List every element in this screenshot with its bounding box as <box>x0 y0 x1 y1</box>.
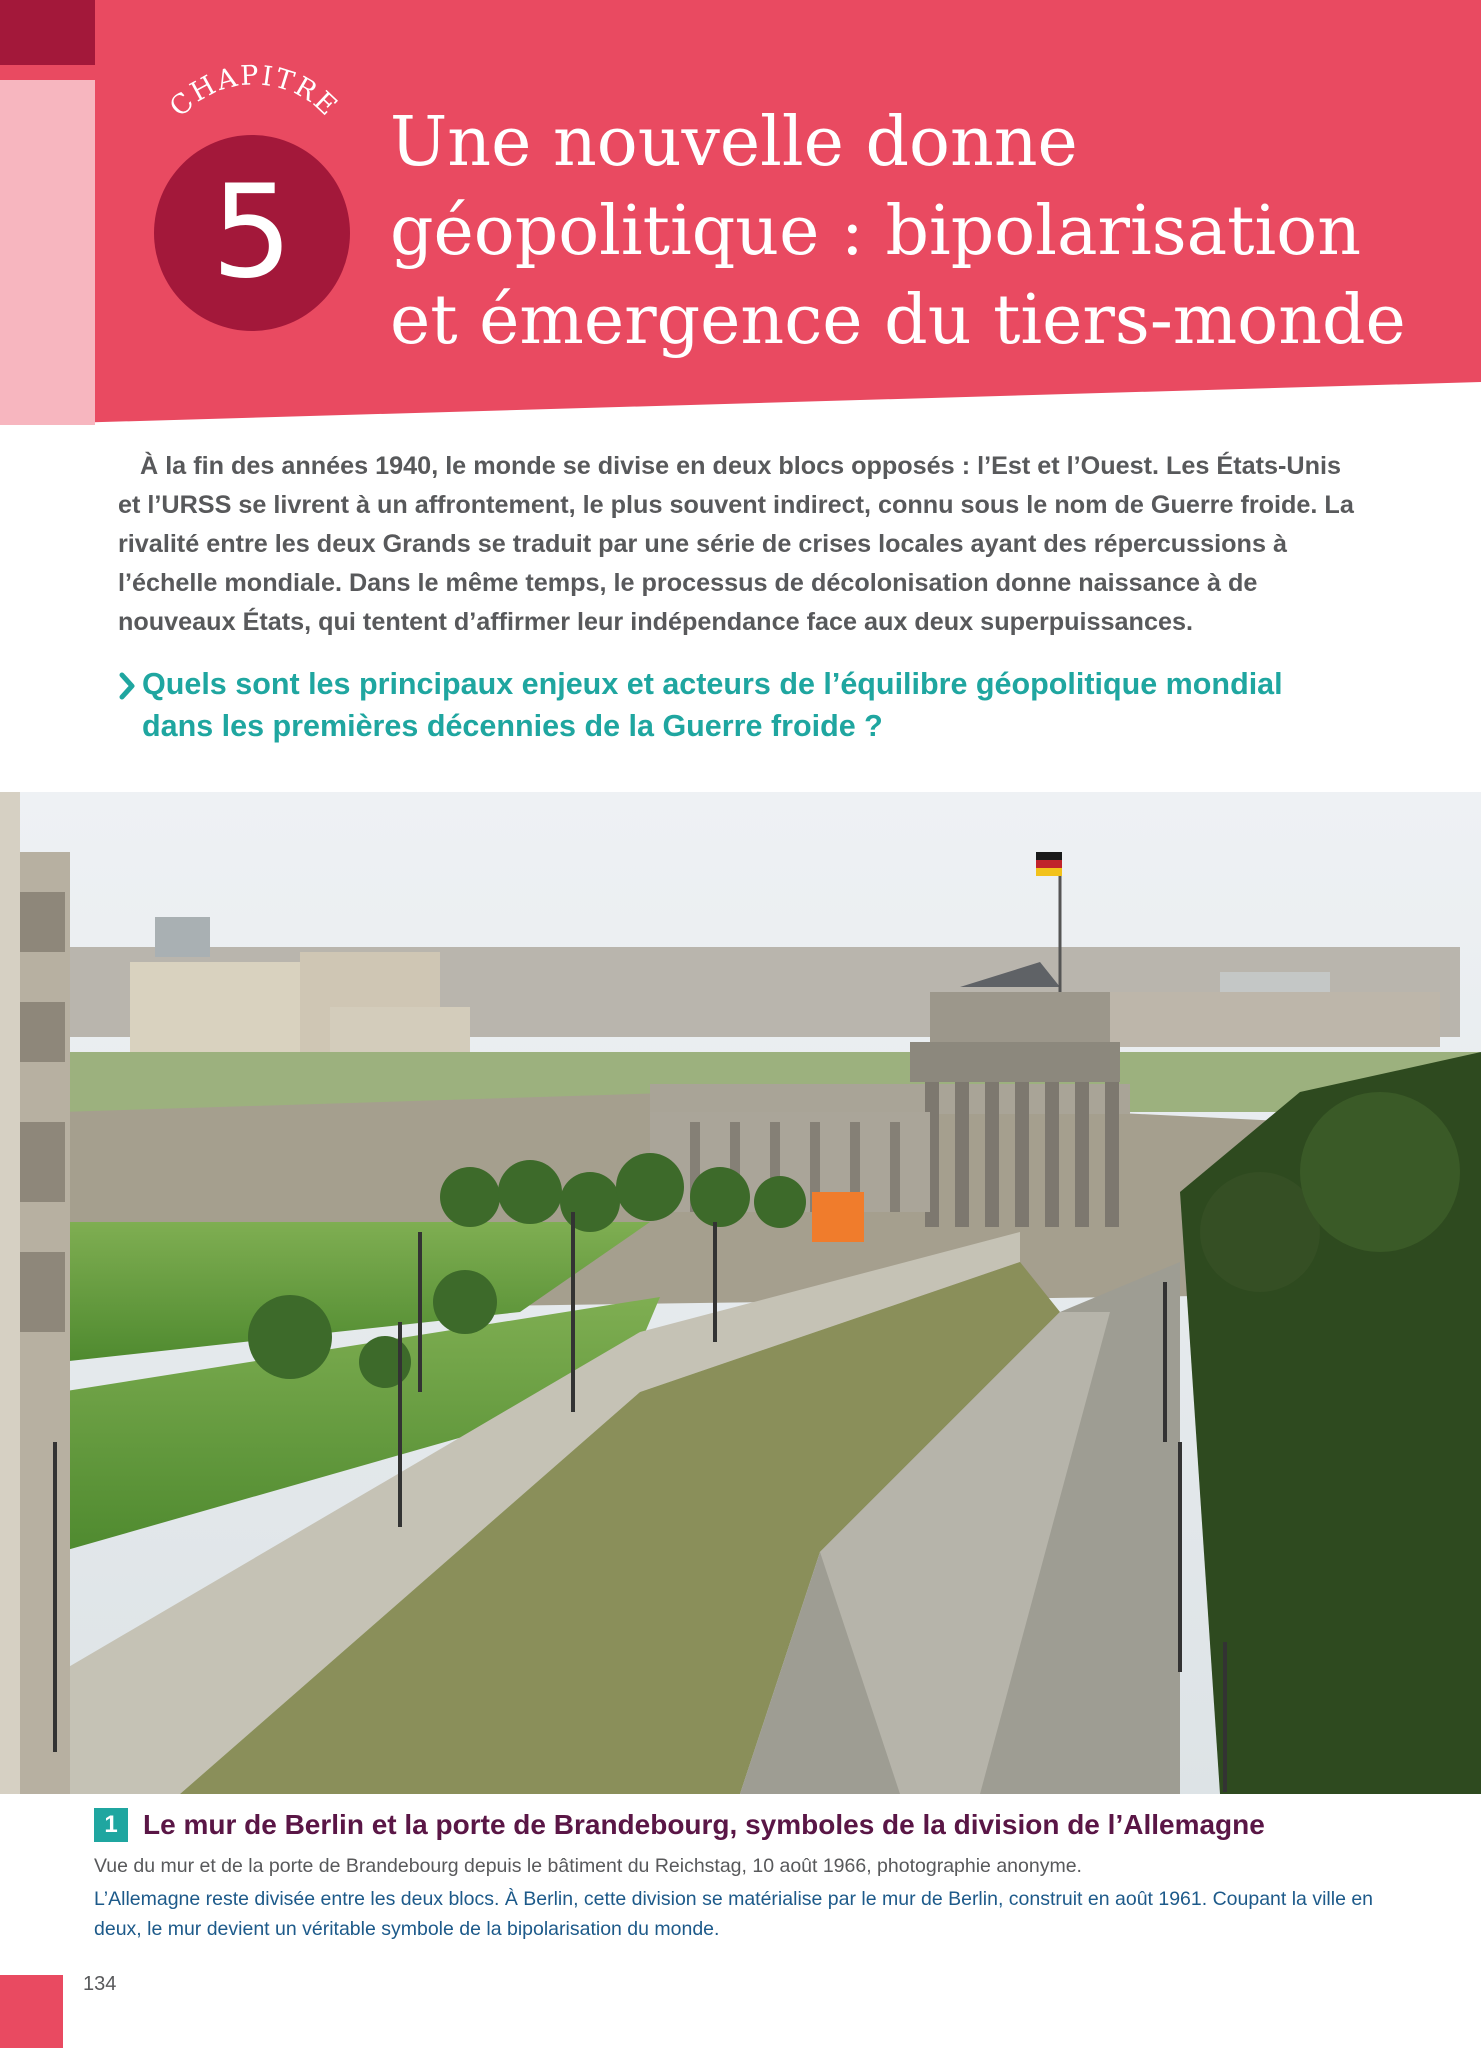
chapter-title <box>390 98 1450 365</box>
svg-text:CHAPITRE: CHAPITRE <box>163 60 345 124</box>
document-source: Vue du mur et de la porte de Brandebourg depuis le bâtiment du Reichstag, 10 août 1966, photographie anonyme. <box>94 1855 1082 1877</box>
chapter-title-line: géopolitique : bipolarisation <box>390 192 1361 271</box>
chevron-right-icon <box>118 663 140 712</box>
banner-left-strip <box>0 80 95 425</box>
chapter-title-line: et émergence du tiers-monde <box>390 281 1406 360</box>
document-description: L’Allemagne reste divisée entre les deux blocs. À Berlin, cette division se matérialise par le mur de Berlin, construit en août 1961. Coupant la ville en deux, le mur devient un véritable symbole de la bipolarisation du monde. <box>94 1888 1374 1940</box>
page-number: 134 <box>83 1973 117 1995</box>
intro-paragraph: À la fin des années 1940, le monde se divise en deux blocs opposés : l’Est et l’Ouest. Les États-Unis et l’URSS se livrent à un affrontement, le plus souvent indirect, connu sous le nom de Guerre froide. La rivalité entre les deux Grands se traduit par une série de crises locales ayant des répercussions à l’échelle mondiale. Dans le même temps, le processus de décolonisation donne naissance à de nouveaux États, qui tentent d’affirmer leur indépendance face aux deux superpuissances. <box>118 452 1354 636</box>
footer-color-block <box>0 1975 63 2048</box>
problematique <box>118 663 1338 747</box>
berlin-wall-photo <box>0 792 1481 1794</box>
chapter-number: 5 <box>211 158 293 307</box>
banner-corner-block <box>0 0 95 65</box>
chapter-title-line: Une nouvelle donne <box>390 103 1078 182</box>
problematique-question: Quels sont les principaux enjeux et acteurs de l’équilibre géopolitique mondial dans les premières décennies de la Guerre froide ? <box>142 667 1283 743</box>
document-number-badge: 1 <box>94 1808 128 1842</box>
chapter-badge <box>150 60 360 307</box>
document-title: Le mur de Berlin et la porte de Brandebourg, symboles de la division de l’Allemagne <box>143 1809 1265 1840</box>
